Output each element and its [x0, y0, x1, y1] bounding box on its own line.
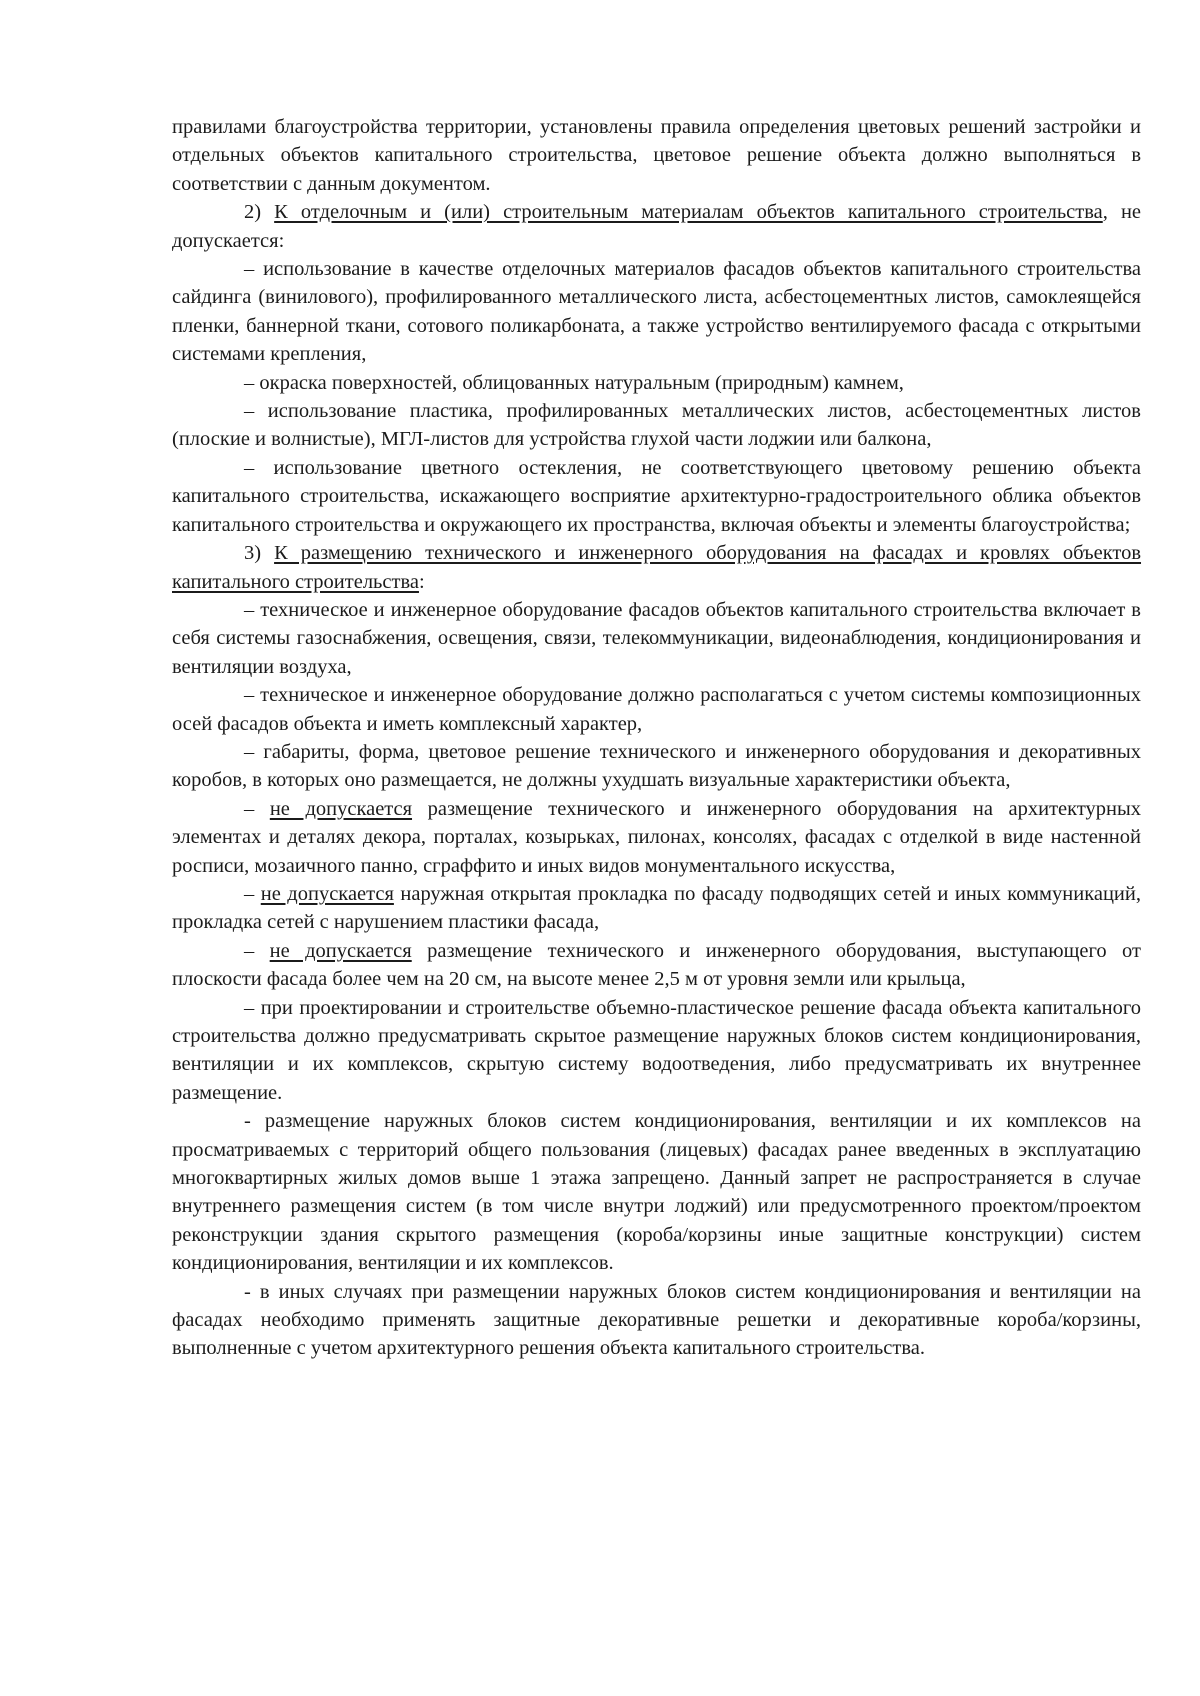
restricted-item-3-text: размещение технического и инженерного оборудования, выступающего от плоскости фасада более чем на 20 см, на высоте менее 2,5 м от уровня земли или крыльца,: [172, 939, 1141, 991]
restricted-item-2-emphasis: не допускается: [260, 882, 394, 905]
restricted-item-1: [172, 795, 1141, 880]
restricted-item-3-emphasis: не допускается: [269, 939, 412, 962]
restricted-item-3-dash: –: [244, 939, 270, 962]
section-2-heading-suffix: , не допускается:: [172, 201, 1142, 252]
restricted-item-1-text: размещение технического и инженерного оборудования на архитектурных элементах и деталях декора, порталах, козырьках, пилонах, консолях, фасадах с отделкой в виде настенной росписи, мозаичного панно, сграффито и иных видов монументального искусства,: [172, 797, 1141, 877]
section-3-heading-suffix: :: [418, 570, 425, 593]
section-2-item-2: – окраска поверхностей, облицованных натуральным (природным) камнем,: [244, 371, 904, 394]
intro-paragraph: правилами благоустройства территории, установлены правила определения цветовых решений застройки и отдельных объектов капитального строительства, цветовое решение объекта должно выполняться в соответствии с данным документом.: [172, 116, 1141, 195]
section-3-number: 3): [244, 542, 262, 565]
section-2-item-1: – использование в качестве отделочных материалов фасадов объектов капитального строительства сайдинга (винилового), профилированного металлического листа, асбестоцементных листов, самоклеящейся пленки, баннерной ткани, сотового поликарбоната, а также устройство вентилируемого фасада с открытыми системами крепления,: [172, 258, 1141, 366]
restricted-item-2: [172, 880, 1141, 937]
restricted-item-3: [172, 937, 1141, 994]
section-3-item-1: – техническое и инженерное оборудование фасадов объектов капитального строительства включает в себя системы газоснабжения, освещения, связи, телекоммуникации, видеонаблюдения, кондиционирования и вентиляции воздуха,: [172, 598, 1141, 678]
section-3-item-2: – техническое и инженерное оборудование должно располагаться с учетом системы композиционных осей фасадов объекта и иметь комплексный характер,: [172, 684, 1141, 735]
section-3-item-3: – габариты, форма, цветовое решение технического и инженерного оборудования и декоративных коробов, в которых оно размещается, не должны ухудшать визуальные характеристики объекта,: [172, 740, 1141, 792]
section-2-heading: [172, 198, 1141, 255]
section-2-item-3: – использование пластика, профилированных металлических листов, асбестоцементных листов (плоские и волнистые), МГЛ-листов для устройства глухой части лоджии или балкона,: [172, 400, 1141, 451]
section-3-tail-item-3: - в иных случаях при размещении наружных блоков систем кондиционирования и вентиляции на фасадах необходимо применять защитные декоративные решетки и декоративные короба/корзины, выполненные с учетом архитектурного решения объекта капитального строительства.: [172, 1280, 1141, 1360]
restricted-item-2-dash: –: [244, 882, 261, 905]
section-2-heading-text: К отделочным и (или) строительным материалам объектов капитального строительства: [274, 201, 1103, 224]
section-3-heading-text: К размещению технического и инженерного оборудования на фасадах и кровлях объектов капитального строительства: [172, 542, 1142, 593]
section-2-number: 2): [244, 201, 262, 224]
restricted-item-1-dash: –: [244, 797, 270, 820]
section-3-tail-item-2: - размещение наружных блоков систем кондиционирования, вентиляции и их комплексов на просматриваемых с территорий общего пользования (лицевых) фасадах ранее введенных в эксплуатацию многоквартирных жилых домов выше 1 этажа запрещено. Данный запрет не распространяется в случае внутреннего размещения систем (в том числе внутри лоджий) или предусмотренного проектом/проектом реконструкции здания скрытого размещения (короба/корзины иные защитные конструкции) систем кондиционирования, вентиляции и их комплексов.: [172, 1110, 1141, 1275]
restricted-item-2-text: наружная открытая прокладка по фасаду подводящих сетей и иных коммуникаций, прокладка сетей с нарушением пластики фасада,: [172, 882, 1142, 934]
document-page: [172, 113, 1141, 1363]
section-2-item-4: – использование цветного остекления, не соответствующего цветовому решению объекта капитального строительства, искажающего восприятие архитектурно-градостроительного облика объектов капитального строительства и окружающего их пространства, включая объекты и элементы благоустройства;: [172, 456, 1141, 536]
restricted-item-1-emphasis: не допускается: [269, 797, 413, 820]
section-3-heading: [172, 539, 1141, 596]
section-3-tail-item-1: – при проектировании и строительстве объемно-пластическое решение фасада объекта капитального строительства должно предусматривать скрытое размещение наружных блоков систем кондиционирования, вентиляции и их комплексов, скрытую систему водоотведения, либо предусматривать их внутреннее размещение.: [172, 996, 1141, 1104]
